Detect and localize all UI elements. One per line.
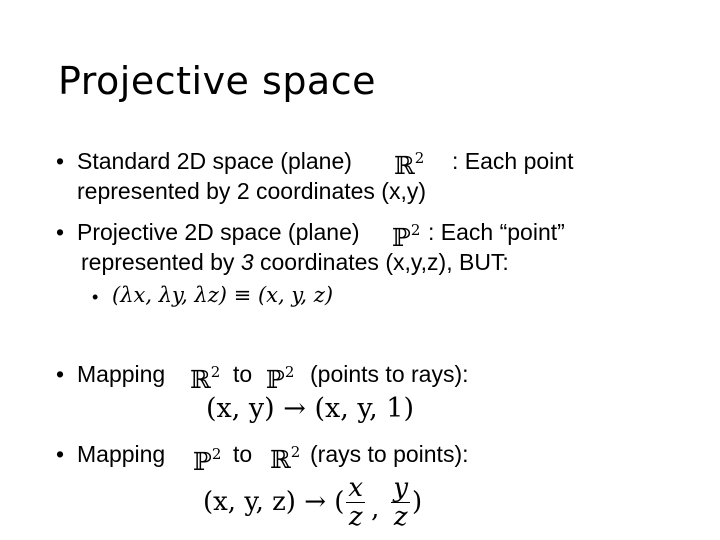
reals-symbol: ℝ [270, 445, 291, 474]
reals-exponent: 2 [414, 149, 425, 167]
bullet-3-lead: Mapping [77, 361, 166, 387]
bullet-2-line2-pre: represented by [81, 249, 241, 275]
bullet-3-to: to [233, 361, 253, 387]
fraction-numerator: x [348, 472, 364, 503]
homogenize-formula: (x, y) → (x, y, 1) [206, 393, 414, 424]
reals-symbol: ℝ [190, 365, 211, 394]
fraction-x-over-z [346, 474, 365, 531]
bullet-4-lead: Mapping [77, 441, 166, 467]
bullet-4-to: to [233, 441, 253, 467]
bullet-4-tail: (rays to points): [310, 441, 469, 467]
fraction-denominator: z [393, 501, 408, 532]
bullet-3-to-symbol [266, 358, 294, 394]
fraction-denominator: z [348, 501, 363, 532]
bullet-1-tail: : Each point [452, 148, 574, 174]
bullet-2-tail: : Each “point” [428, 219, 565, 245]
formula-separator: , [371, 494, 380, 524]
equivalence-formula: (λx, λy, λz) ≡ (x, y, z) [112, 283, 334, 307]
projective-exponent: 2 [284, 363, 295, 381]
fraction-y-over-z [391, 474, 410, 531]
reals-exponent: 2 [290, 443, 301, 461]
formula-suffix: ) [412, 487, 423, 517]
bullet-2-line2-post: coordinates (x,y,z), BUT: [253, 249, 509, 275]
projective-exponent: 2 [410, 221, 421, 239]
bullet-2-line2 [81, 248, 509, 276]
bullet-marker-3: • [56, 361, 65, 387]
projective-symbol: ℙ [266, 365, 285, 394]
bullet-1-line2: represented by 2 coordinates (x,y) [77, 178, 427, 204]
bullet-3-tail: (points to rays): [310, 361, 469, 387]
projective-symbol: ℙ [392, 223, 411, 252]
bullet-1-symbol [394, 144, 424, 180]
bullet-marker-2: • [56, 219, 65, 245]
sub-bullet-marker: • [92, 287, 99, 307]
bullet-marker-1: • [56, 148, 65, 174]
projective-symbol: ℙ [193, 447, 212, 476]
fraction-numerator: y [393, 472, 409, 503]
bullet-3-from-symbol [190, 358, 220, 394]
bullet-2-lead: Projective 2D space (plane) [77, 219, 360, 245]
bullet-1-lead: Standard 2D space (plane) [77, 148, 352, 174]
reals-symbol: ℝ [394, 151, 415, 180]
dehomogenize-formula [203, 468, 422, 536]
reals-exponent: 2 [210, 363, 221, 381]
formula-prefix: (x, y, z) → ( [203, 487, 345, 517]
projective-exponent: 2 [211, 445, 222, 463]
page-title: Projective space [58, 59, 376, 103]
bullet-marker-4: • [56, 441, 65, 467]
bullet-2-line2-emphasis: 3 [240, 249, 254, 275]
bullet-2-symbol [392, 216, 420, 252]
